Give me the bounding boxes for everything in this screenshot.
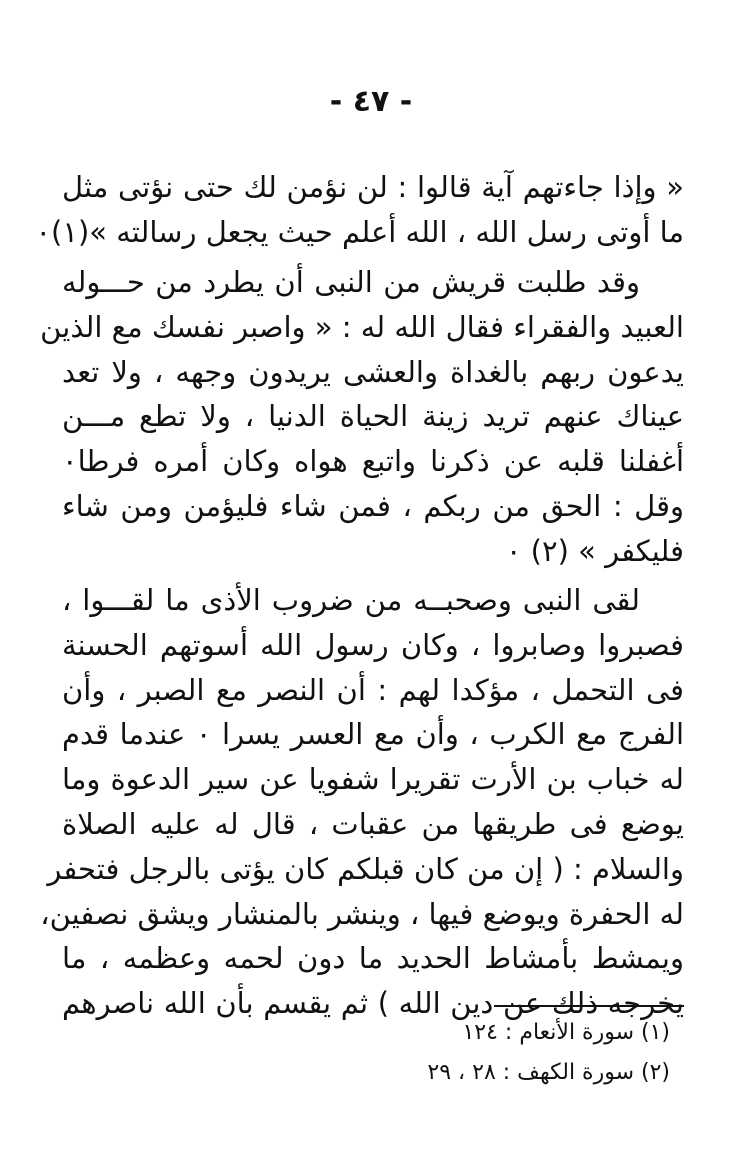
text-line: له خباب بن الأرت تقريرا شفويا عن سير الدعوة وما bbox=[62, 762, 684, 797]
page-number: - ٤٧ - bbox=[329, 84, 413, 119]
text-line: ما أوتى رسل الله ، الله أعلم حيث يجعل رسالته »(١)٠ bbox=[35, 214, 684, 249]
text-line: وقل : الحق من ربكم ، فمن شاء فليؤمن ومن شاء bbox=[62, 488, 684, 523]
paragraph-quran-quote bbox=[35, 165, 684, 255]
footnotes bbox=[270, 1013, 670, 1093]
text-line: فى التحمل ، مؤكدا لهم : أن النصر مع الصبر ، وأن bbox=[62, 672, 684, 707]
text-line: « وإذا جاءتهم آية قالوا : لن نؤمن لك حتى نؤتى مثل bbox=[62, 170, 684, 204]
text-line: عيناك عنهم تريد زينة الحياة الدنيا ، ولا تطع مـــن bbox=[62, 399, 684, 434]
footnote-divider bbox=[494, 1005, 684, 1007]
text-line: فصبروا وصابروا ، وكان رسول الله أسوتهم الحسنة bbox=[62, 627, 684, 662]
text-line: يوضع فى طريقها من عقبات ، قال له عليه الصلاة bbox=[62, 806, 684, 841]
text-line: والسلام : ( إن من كان قبلكم كان يؤتى بالرجل فتحفر bbox=[47, 851, 684, 886]
text-line: وقد طلبت قريش من النبى أن يطرد من حـــوله bbox=[62, 265, 640, 299]
text-line: فليكفر » (٢) ٠ bbox=[505, 533, 684, 568]
footnote-2: (٢) سورة الكهف : ٢٨ ، ٢٩ bbox=[427, 1060, 670, 1085]
paragraph-quraysh-request bbox=[40, 260, 684, 574]
text-line: العبيد والفقراء فقال الله له : « واصبر نفسك مع الذين bbox=[40, 309, 684, 344]
footnote-1: (١) سورة الأنعام : ١٢٤ bbox=[462, 1020, 670, 1045]
text-line: ويمشط بأمشاط الحديد ما دون لحمه وعظمه ، ما bbox=[62, 941, 684, 976]
text-line: أغفلنا قلبه عن ذكرنا واتبع هواه وكان أمره فرطا٠ bbox=[62, 444, 684, 479]
text-line: يدعون ربهم بالغداة والعشى يريدون وجهه ، ولا تعد bbox=[62, 354, 684, 389]
text-line: لقى النبى وصحبــه من ضروب الأذى ما لقـــوا ، bbox=[62, 583, 640, 617]
text-line: يخرجه ذلك عن دين الله ) ثم يقسم بأن الله ناصرهم bbox=[62, 986, 684, 1021]
paragraph-patience bbox=[40, 578, 684, 1026]
text-line: له الحفرة ويوضع فيها ، وينشر بالمنشار ويشق نصفين، bbox=[40, 896, 684, 931]
text-line: الفرج مع الكرب ، وأن مع العسر يسرا ٠ عندما قدم bbox=[62, 717, 684, 752]
